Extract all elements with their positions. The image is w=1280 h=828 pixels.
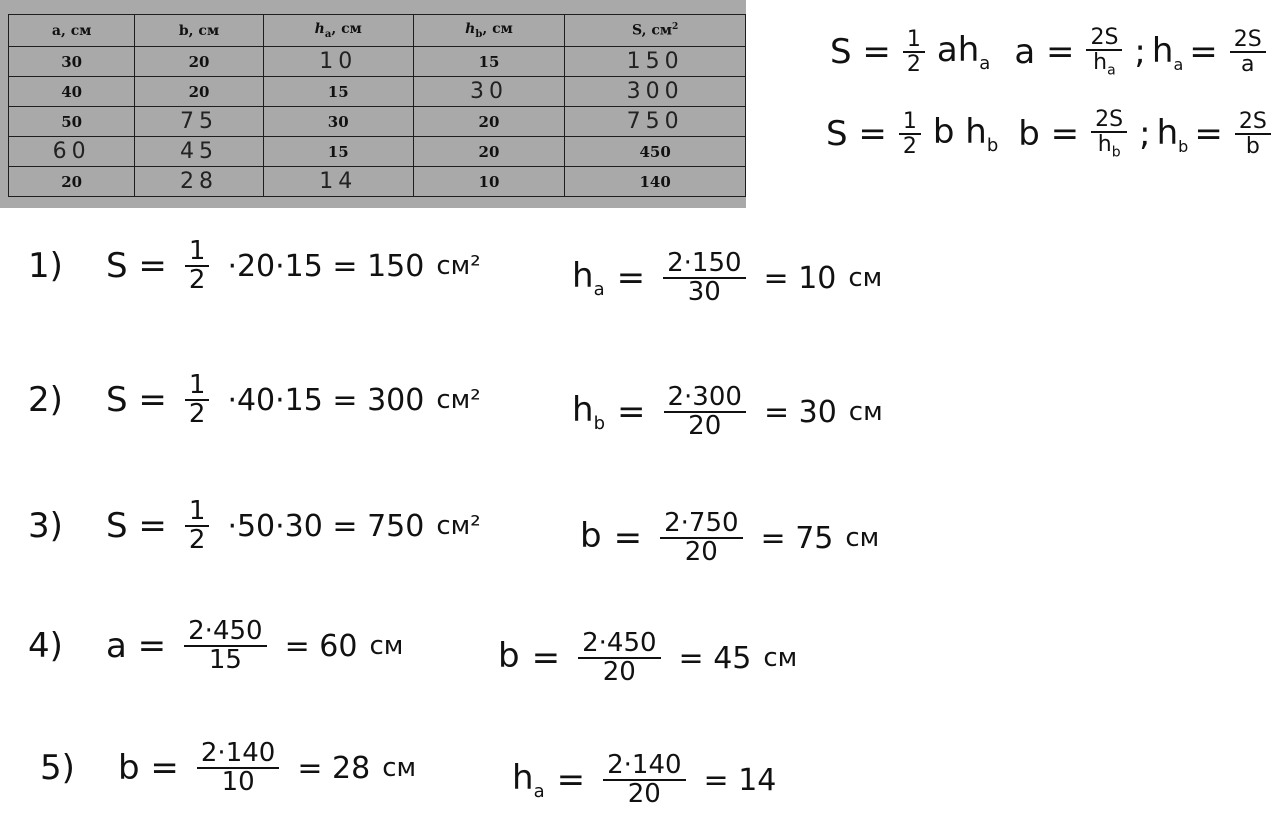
table-cell: 50 <box>9 107 135 137</box>
a-fraction: $\frac{2S}{h_a}$ <box>1086 26 1122 78</box>
rhs-value: = 14 <box>703 762 777 798</box>
rhs-unit: см <box>848 263 883 294</box>
solution-line-1 <box>28 238 481 295</box>
solution-expression: = 28 <box>297 750 371 786</box>
solution-lhs: S = <box>106 246 167 287</box>
table-cell: 20 <box>9 167 135 197</box>
table-cell: 140 <box>565 167 746 197</box>
rhs-equals: = <box>617 392 646 433</box>
solution-line-2 <box>28 372 481 429</box>
solution-unit: см² <box>436 511 481 542</box>
table-cell: 15 <box>413 47 565 77</box>
rhs-unit: см <box>763 643 798 674</box>
table-cell: 750 <box>565 107 746 137</box>
solution-label: 3) <box>28 506 63 547</box>
table-cell: 10 <box>263 47 413 77</box>
solution-lhs: a = <box>106 626 167 667</box>
rhs-value: = 75 <box>760 520 834 556</box>
table-cell: 20 <box>135 47 264 77</box>
rhs-unit: см <box>848 397 883 428</box>
b-fraction: $\frac{2S}{h_b}$ <box>1091 108 1127 160</box>
rhs-variable: b <box>580 516 602 557</box>
solution-fraction: $\frac{1}{2}$ <box>185 372 210 429</box>
solution-rhs-4 <box>498 630 797 687</box>
solution-unit: см <box>382 753 417 784</box>
solution-fraction: $\frac{2\cdot 140}{10}$ <box>197 740 279 797</box>
solution-expression: ·20·15 = 150 <box>227 248 425 284</box>
rhs-unit: см <box>845 523 880 554</box>
rhs-variable: $h_a$ <box>572 256 605 301</box>
header-s: S, $см^2$ <box>565 15 746 47</box>
formula-notes-row2: S = $\frac{1}{2}$ b $h_b$ b = $\frac{2S}{h_b}$ ; $h_b$ = $\frac{2S}{b}$ <box>826 108 1277 160</box>
table-cell: 45 <box>135 137 264 167</box>
header-b: b, см <box>135 15 264 47</box>
solution-expression: ·40·15 = 300 <box>227 382 425 418</box>
table-cell: 15 <box>263 137 413 167</box>
solution-lhs: S = <box>106 506 167 547</box>
header-ha: $h_a$, см <box>263 15 413 47</box>
solution-unit: см <box>369 631 404 662</box>
rhs-fraction: $\frac{2\cdot 450}{20}$ <box>578 630 660 687</box>
rhs-value: = 10 <box>763 260 837 296</box>
table-row <box>9 137 746 167</box>
table-cell: 20 <box>413 137 565 167</box>
table-row <box>9 77 746 107</box>
table-cell: 150 <box>565 47 746 77</box>
table-header-row <box>9 15 746 47</box>
solution-label: 2) <box>28 380 63 421</box>
solution-label: 1) <box>28 246 63 287</box>
table-cell: 40 <box>9 77 135 107</box>
header-hb: $h_b$, см <box>413 15 565 47</box>
table-cell: 15 <box>263 77 413 107</box>
rhs-equals: = <box>613 518 643 559</box>
data-table-panel <box>0 0 746 208</box>
solution-fraction: $\frac{1}{2}$ <box>185 498 210 555</box>
header-a: a, см <box>9 15 135 47</box>
solution-unit: см² <box>436 251 481 282</box>
solution-expression: ·50·30 = 750 <box>227 508 425 544</box>
rhs-variable: $h_b$ <box>572 390 605 435</box>
rhs-equals: = <box>556 760 586 801</box>
table-row <box>9 107 746 137</box>
solution-unit: см² <box>436 385 481 416</box>
half-fraction-2: $\frac{1}{2}$ <box>899 110 921 158</box>
table-cell: 20 <box>135 77 264 107</box>
rhs-value: = 45 <box>678 640 752 676</box>
half-fraction: $\frac{1}{2}$ <box>903 28 925 76</box>
table-cell: 30 <box>9 47 135 77</box>
solution-lhs: b = <box>118 748 179 789</box>
rhs-fraction: $\frac{2\cdot 300}{20}$ <box>664 384 746 441</box>
solution-line-4 <box>28 618 403 675</box>
solution-rhs-1 <box>572 250 882 307</box>
rhs-fraction: $\frac{2\cdot 140}{20}$ <box>603 752 685 809</box>
solution-label: 5) <box>40 748 75 789</box>
solution-line-3 <box>28 498 481 555</box>
rhs-equals: = <box>616 258 646 299</box>
table-cell: 20 <box>413 107 565 137</box>
table-cell: 28 <box>135 167 264 197</box>
solution-fraction: $\frac{1}{2}$ <box>185 238 210 295</box>
rhs-equals: = <box>531 638 561 679</box>
triangle-table <box>8 14 746 197</box>
formula-notes-row1: S = $\frac{1}{2}$ $ah_a$ a = $\frac{2S}{h_a}$ ; $h_a$ = $\frac{2S}{a}$ <box>830 26 1272 78</box>
table-cell: 300 <box>565 77 746 107</box>
table-cell: 60 <box>9 137 135 167</box>
table-cell: 10 <box>413 167 565 197</box>
rhs-value: = 30 <box>763 394 837 430</box>
solution-label: 4) <box>28 626 63 667</box>
table-cell: 75 <box>135 107 264 137</box>
table-cell: 450 <box>565 137 746 167</box>
solution-rhs-3 <box>580 510 879 567</box>
ha-fraction: $\frac{2S}{a}$ <box>1230 28 1266 76</box>
rhs-variable: b <box>498 636 520 677</box>
solution-fraction: $\frac{2\cdot 450}{15}$ <box>184 618 266 675</box>
solution-rhs-5 <box>512 752 788 809</box>
table-cell: 30 <box>413 77 565 107</box>
solution-rhs-2 <box>572 384 883 441</box>
rhs-fraction: $\frac{2\cdot 150}{30}$ <box>663 250 745 307</box>
table-cell: 14 <box>263 167 413 197</box>
rhs-variable: $h_a$ <box>512 758 545 803</box>
table-row <box>9 47 746 77</box>
solution-expression: = 60 <box>284 628 358 664</box>
table-row <box>9 167 746 197</box>
table-cell: 30 <box>263 107 413 137</box>
solution-lhs: S = <box>106 380 167 421</box>
rhs-fraction: $\frac{2\cdot 750}{20}$ <box>660 510 742 567</box>
hb-fraction: $\frac{2S}{b}$ <box>1235 110 1271 158</box>
solution-line-5 <box>40 740 416 797</box>
